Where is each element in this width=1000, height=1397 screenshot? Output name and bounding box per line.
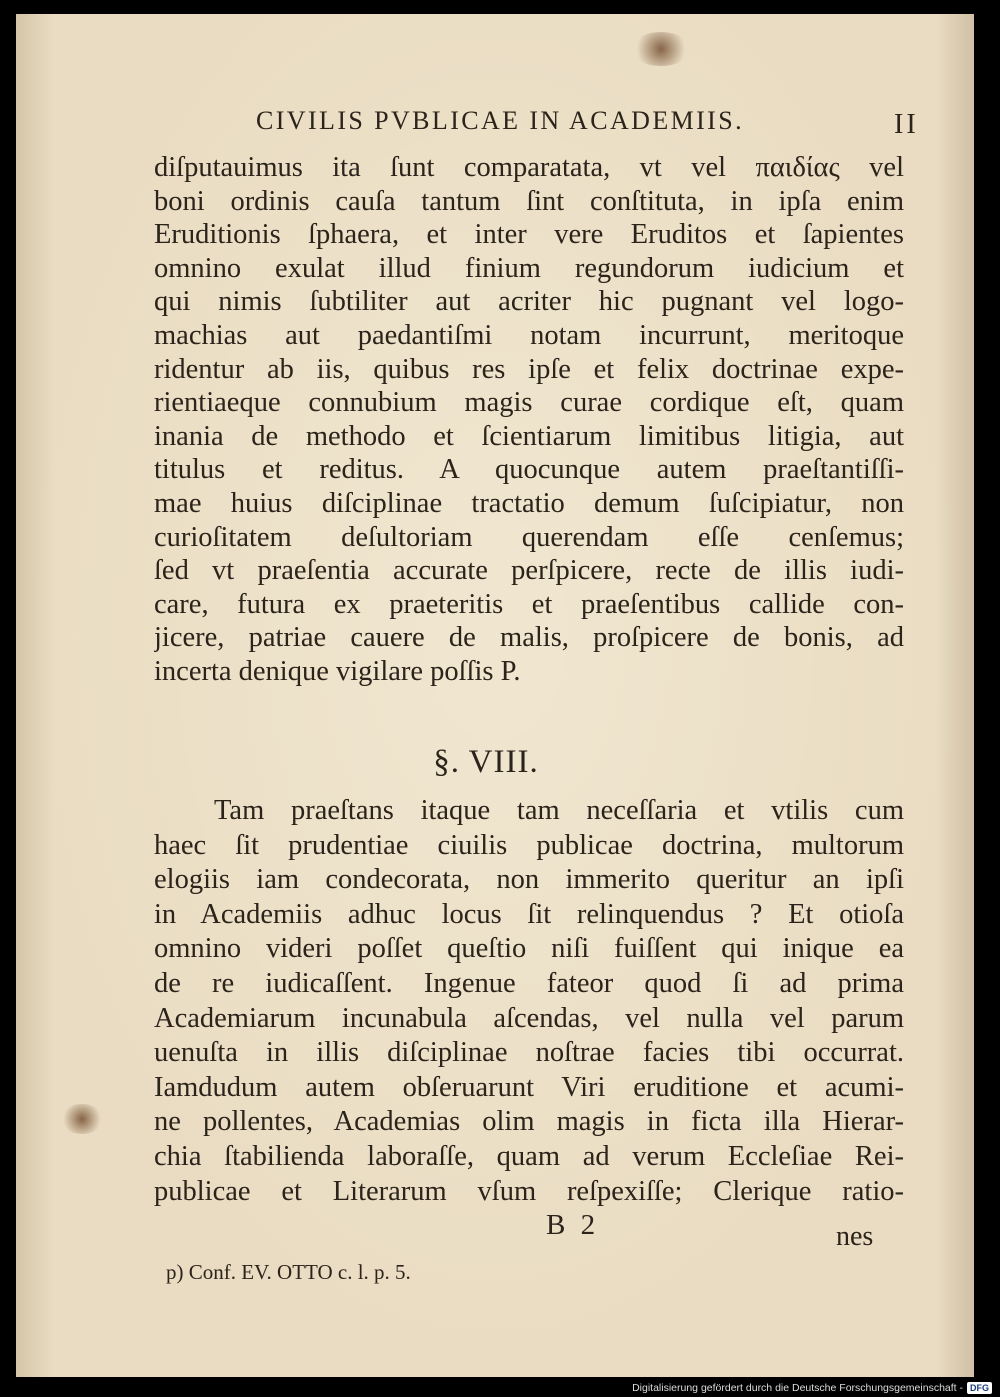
catchword: nes	[836, 1221, 874, 1252]
signature-mark: B 2	[546, 1209, 600, 1241]
text-line: de re iudicaſſent. Ingenue fateor quod ſi ad prima	[154, 968, 904, 999]
ink-stain	[60, 1104, 104, 1134]
section-heading: §. VIII.	[433, 744, 539, 780]
text-line: incerta denique vigilare poſſis P.	[154, 656, 521, 687]
text-line: rientiaeque connubium magis curae cordique eſt, quam	[154, 387, 904, 419]
text-line: ne pollentes, Academias olim magis in ficta illa Hierar-	[154, 1106, 904, 1138]
dfg-logo-icon: DFG	[967, 1382, 992, 1394]
text-line: boni ordinis cauſa tantum ſint conſtituta, in ipſa enim	[154, 185, 904, 217]
text-line: jicere, patriae cauere de malis, proſpicere de bonis, ad	[154, 622, 904, 654]
text-line: titulus et reditus. A quocunque autem praeſtantiſſi-	[154, 454, 904, 486]
digitization-credit	[632, 1381, 992, 1395]
ink-stain	[631, 32, 691, 66]
text-line: publicae et Literarum vſum reſpexiſſe; Clerique ratio-	[154, 1175, 904, 1207]
text-line: diſputauimus ita ſunt comparatata, vt vel παιδίας vel	[154, 152, 904, 183]
text-line: Eruditionis ſphaera, et inter vere Eruditos et ſapientes	[154, 219, 904, 251]
text-line: care, futura ex praeteritis et praeſentibus callide con-	[154, 588, 904, 620]
page-number: II	[894, 109, 919, 140]
text-line: uenuſta in illis diſciplinae noſtrae facies tibi occurrat.	[154, 1037, 904, 1069]
text-line: qui nimis ſubtiliter aut acriter hic pugnant vel logo-	[154, 286, 904, 318]
text-line: machias aut paedantiſmi notam incurrunt, meritoque	[154, 320, 904, 351]
text-line: Tam praeſtans itaque tam neceſſaria et vtilis cum	[214, 795, 904, 826]
text-line: in Academiis adhuc locus ſit relinquendus ? Et otioſa	[154, 898, 904, 930]
text-line: ſed vt praeſentia accurate perſpicere, recte de illis iudi-	[154, 555, 904, 587]
text-line: Iamdudum autem obſeruarunt Viri eruditione et acumi-	[154, 1071, 904, 1103]
text-line: Academiarum incunabula aſcendas, vel nulla vel parum	[154, 1002, 904, 1034]
text-line: omnino exulat illud finium regundorum iudicium et	[154, 252, 904, 284]
book-page	[16, 14, 974, 1377]
text-line: inania de methodo et ſcientiarum limitibus litigia, aut	[154, 420, 904, 452]
footnote: p) Conf. EV. OTTO c. l. p. 5.	[166, 1260, 411, 1284]
running-title: CIVILIS PVBLICAE IN ACADEMIIS.	[256, 106, 744, 135]
text-line: mae huius diſciplinae tractatio demum ſuſcipiatur, non	[154, 488, 904, 519]
text-line: curioſitatem deſultoriam querendam eſſe cenſemus;	[154, 521, 904, 553]
credit-text: Digitalisierung gefördert durch die Deutsche Forschungsgemeinschaft -	[632, 1382, 963, 1394]
text-line: chia ſtabilienda laboraſſe, quam ad verum Eccleſiae Rei-	[154, 1141, 904, 1172]
text-line: omnino videri poſſet queſtio niſi fuiſſent qui inique ea	[154, 933, 904, 965]
text-line: ridentur ab iis, quibus res ipſe et felix doctrinae expe-	[154, 353, 904, 385]
text-line: haec ſit prudentiae ciuilis publicae doctrina, multorum	[154, 829, 904, 861]
text-line: elogiis iam condecorata, non immerito queritur an ipſi	[154, 864, 904, 896]
